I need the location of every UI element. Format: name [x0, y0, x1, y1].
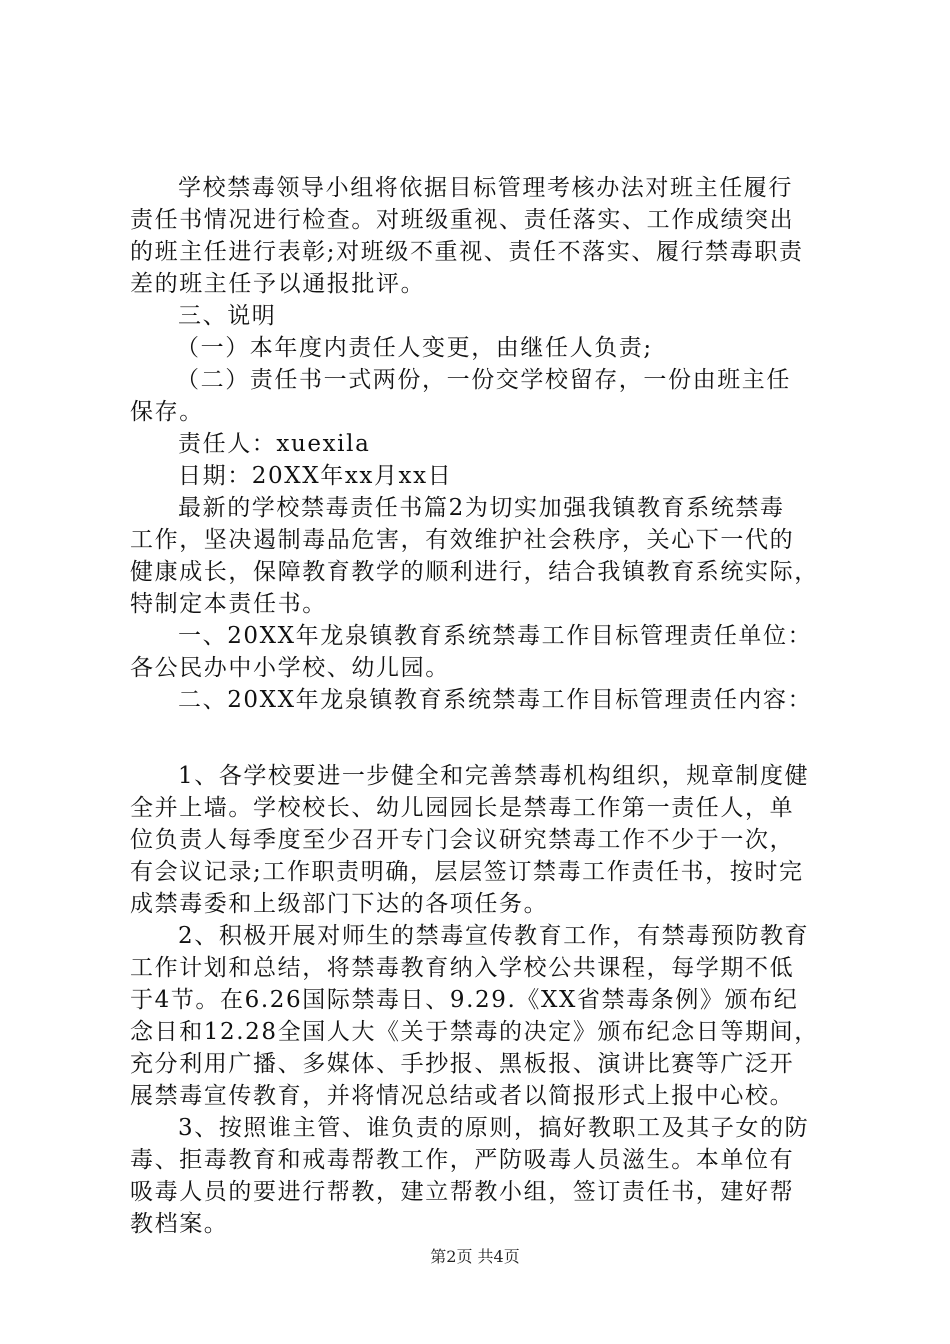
blank-line [130, 716, 830, 760]
document-body [130, 172, 830, 1240]
paragraph-line: 的班主任进行表彰;对班级不重视、责任不落实、履行禁毒职责 [130, 239, 804, 265]
paragraph-line: 念日和12.28全国人大《关于禁毒的决定》颁布纪念日等期间， [130, 1019, 819, 1045]
paragraph-line: 工作计划和总结，将禁毒教育纳入学校公共课程，每学期不低 [130, 955, 795, 981]
paragraph-line: 3、按照谁主管、谁负责的原则，搞好教职工及其子女的防 [178, 1115, 810, 1141]
paragraph-line: 充分利用广播、多媒体、手抄报、黑板报、演讲比赛等广泛开 [130, 1051, 795, 1077]
responsible-person: 责任人：xuexila [178, 431, 371, 457]
paragraph-line: 学校禁毒领导小组将依据目标管理考核办法对班主任履行 [178, 175, 793, 201]
paragraph-line: 全并上墙。学校校长、幼儿园园长是禁毒工作第一责任人，单 [130, 795, 795, 821]
paragraph-line: 工作，坚决遏制毒品危害，有效维护社会秩序，关心下一代的 [130, 527, 795, 553]
page-number-footer: 第2页 共4页 [430, 1247, 520, 1266]
paragraph-line: 健康成长，保障教育教学的顺利进行，结合我镇教育系统实际， [130, 559, 819, 585]
list-item: （一）本年度内责任人变更，由继任人负责; [176, 335, 653, 361]
paragraph-line: 责任书情况进行检查。对班级重视、责任落实、工作成绩突出 [130, 207, 795, 233]
paragraph-line: 成禁毒委和上级部门下达的各项任务。 [130, 891, 549, 917]
paragraph-line: 有会议记录;工作职责明确，层层签订禁毒工作责任书，按时完 [130, 859, 804, 885]
paragraph-line: 吸毒人员的要进行帮教，建立帮教小组，签订责任书，建好帮 [130, 1179, 795, 1205]
paragraph-line: 特制定本责任书。 [130, 591, 327, 617]
paragraph-line: 教档案。 [130, 1211, 229, 1237]
paragraph-line: 各公民办中小学校、幼儿园。 [130, 655, 450, 681]
paragraph-line: 毒、拒毒教育和戒毒帮教工作，严防吸毒人员滋生。本单位有 [130, 1147, 795, 1173]
paragraph-line: 于4节。在6.26国际禁毒日、9.29.《XX省禁毒条例》颁布纪 [130, 987, 799, 1013]
paragraph-line: 差的班主任予以通报批评。 [130, 271, 426, 297]
paragraph-line: 位负责人每季度至少召开专门会议研究禁毒工作不少于一次， [130, 827, 795, 853]
date-line: 日期：20XX年xx月xx日 [178, 463, 453, 489]
paragraph-line: 2、积极开展对师生的禁毒宣传教育工作，有禁毒预防教育 [178, 923, 810, 949]
section-heading: 二、20XX年龙泉镇教育系统禁毒工作目标管理责任内容： [178, 687, 813, 713]
paragraph-line: 展禁毒宣传教育，并将情况总结或者以简报形式上报中心校。 [130, 1083, 795, 1109]
paragraph-line: 保存。 [130, 399, 204, 425]
paragraph-line: 最新的学校禁毒责任书篇2为切实加强我镇教育系统禁毒 [178, 495, 785, 521]
section-heading: 一、20XX年龙泉镇教育系统禁毒工作目标管理责任单位： [178, 623, 813, 649]
section-heading: 三、说明 [178, 303, 277, 329]
paragraph-line: 1、各学校要进一步健全和完善禁毒机构组织，规章制度健 [178, 763, 810, 789]
list-item: （二）责任书一式两份，一份交学校留存，一份由班主任 [176, 367, 791, 393]
